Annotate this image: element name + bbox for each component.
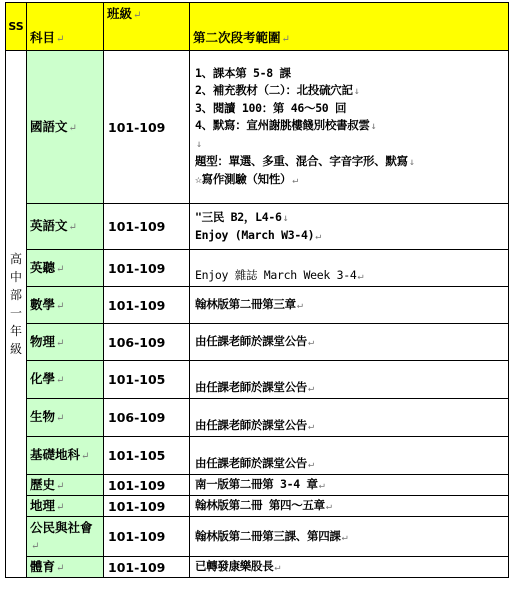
table-row [6, 361, 509, 399]
header-class: 班級↵ [104, 3, 190, 51]
subject-cell: 英語文↵ [27, 204, 104, 250]
scope-cell: 南一版第二冊第 3-4 章↵ [190, 475, 509, 496]
subject-cell: 數學↵ [27, 287, 104, 324]
table-row [6, 324, 509, 361]
header-row [6, 3, 509, 51]
grade-label [6, 51, 27, 557]
table-row [6, 250, 509, 287]
scope-cell: 已轉發康樂股長↵ [190, 557, 509, 578]
scope-cell [190, 204, 509, 250]
scope-line: 1、課本第 5-8 課 [195, 66, 291, 80]
grade-label-end [6, 557, 27, 578]
scope-cell: 翰林版第二冊第三章↵ [190, 287, 509, 324]
scope-line: 題型：單選、多重、混合、字音字形、默寫↓ [195, 154, 415, 168]
scope-cell: 翰林版第二冊 第四～五章↵ [190, 496, 509, 517]
class-cell: 101-109 [104, 496, 190, 517]
subject-cell: 英聽↵ [27, 250, 104, 287]
scope-line: 3、閱讀 100：第 46～50 回 [195, 101, 347, 115]
subject-cell: 物理↵ [27, 324, 104, 361]
table-row [6, 496, 509, 517]
table-row [6, 557, 509, 578]
scope-line: Enjoy (March W3-4)↵ [195, 227, 321, 242]
subject-cell: 生物↵ [27, 399, 104, 437]
class-cell: 101-109 [104, 287, 190, 324]
table-row [6, 399, 509, 437]
table-row [6, 287, 509, 324]
subject-cell: 體育↵ [27, 557, 104, 578]
exam-scope-sheet [5, 2, 509, 578]
subject-cell: 地理↵ [27, 496, 104, 517]
subject-cell: 歷史↵ [27, 475, 104, 496]
subject-cell: 化學↵ [27, 361, 104, 399]
scope-cell: 由任課老師於課堂公告↵ [190, 437, 509, 475]
scope-line: "三民 B2，L4-6↓ [195, 209, 289, 224]
class-cell: 101-109 [104, 557, 190, 578]
class-cell: 101-109 [104, 51, 190, 204]
class-cell: 106-109 [104, 399, 190, 437]
subject-cell: 公民與社會↵ [27, 517, 104, 557]
class-cell: 101-109 [104, 250, 190, 287]
header-scope: 第二次段考範圍↵ [190, 3, 509, 51]
class-cell: 101-109 [104, 517, 190, 557]
exam-scope-table [5, 2, 509, 578]
class-cell: 106-109 [104, 324, 190, 361]
scope-line-blank: ↓ [196, 139, 202, 150]
class-cell: 101-105 [104, 437, 190, 475]
scope-cell [190, 51, 509, 204]
table-row [6, 475, 509, 496]
header-ss: SS [6, 3, 27, 51]
grade-text: 高中部一年級 [9, 251, 22, 356]
scope-cell: 由任課老師於課堂公告↵ [190, 399, 509, 437]
scope-cell: 由任課老師於課堂公告↵ [190, 324, 509, 361]
subject-cell: 基礎地科↵ [27, 437, 104, 475]
scope-line: 2、補充教材（二）：北投硫穴記↓ [195, 83, 360, 97]
scope-cell: Enjoy 雜誌 March Week 3-4↵ [190, 250, 509, 287]
class-cell: 101-105 [104, 361, 190, 399]
scope-line: 4、默寫：宣州謝朓樓餞別校書叔雲↓ [195, 118, 377, 132]
scope-line: ☆寫作測驗（知性）↵ [195, 172, 298, 186]
table-row [6, 437, 509, 475]
table-row [6, 204, 509, 250]
class-cell: 101-109 [104, 204, 190, 250]
table-row [6, 51, 509, 204]
subject-cell: 國語文↵ [27, 51, 104, 204]
class-cell: 101-109 [104, 475, 190, 496]
table-row [6, 517, 509, 557]
scope-cell: 由任課老師於課堂公告↵ [190, 361, 509, 399]
scope-cell: 翰林版第二冊第三課、第四課↵ [190, 517, 509, 557]
header-subject: 科目↵ [27, 3, 104, 51]
